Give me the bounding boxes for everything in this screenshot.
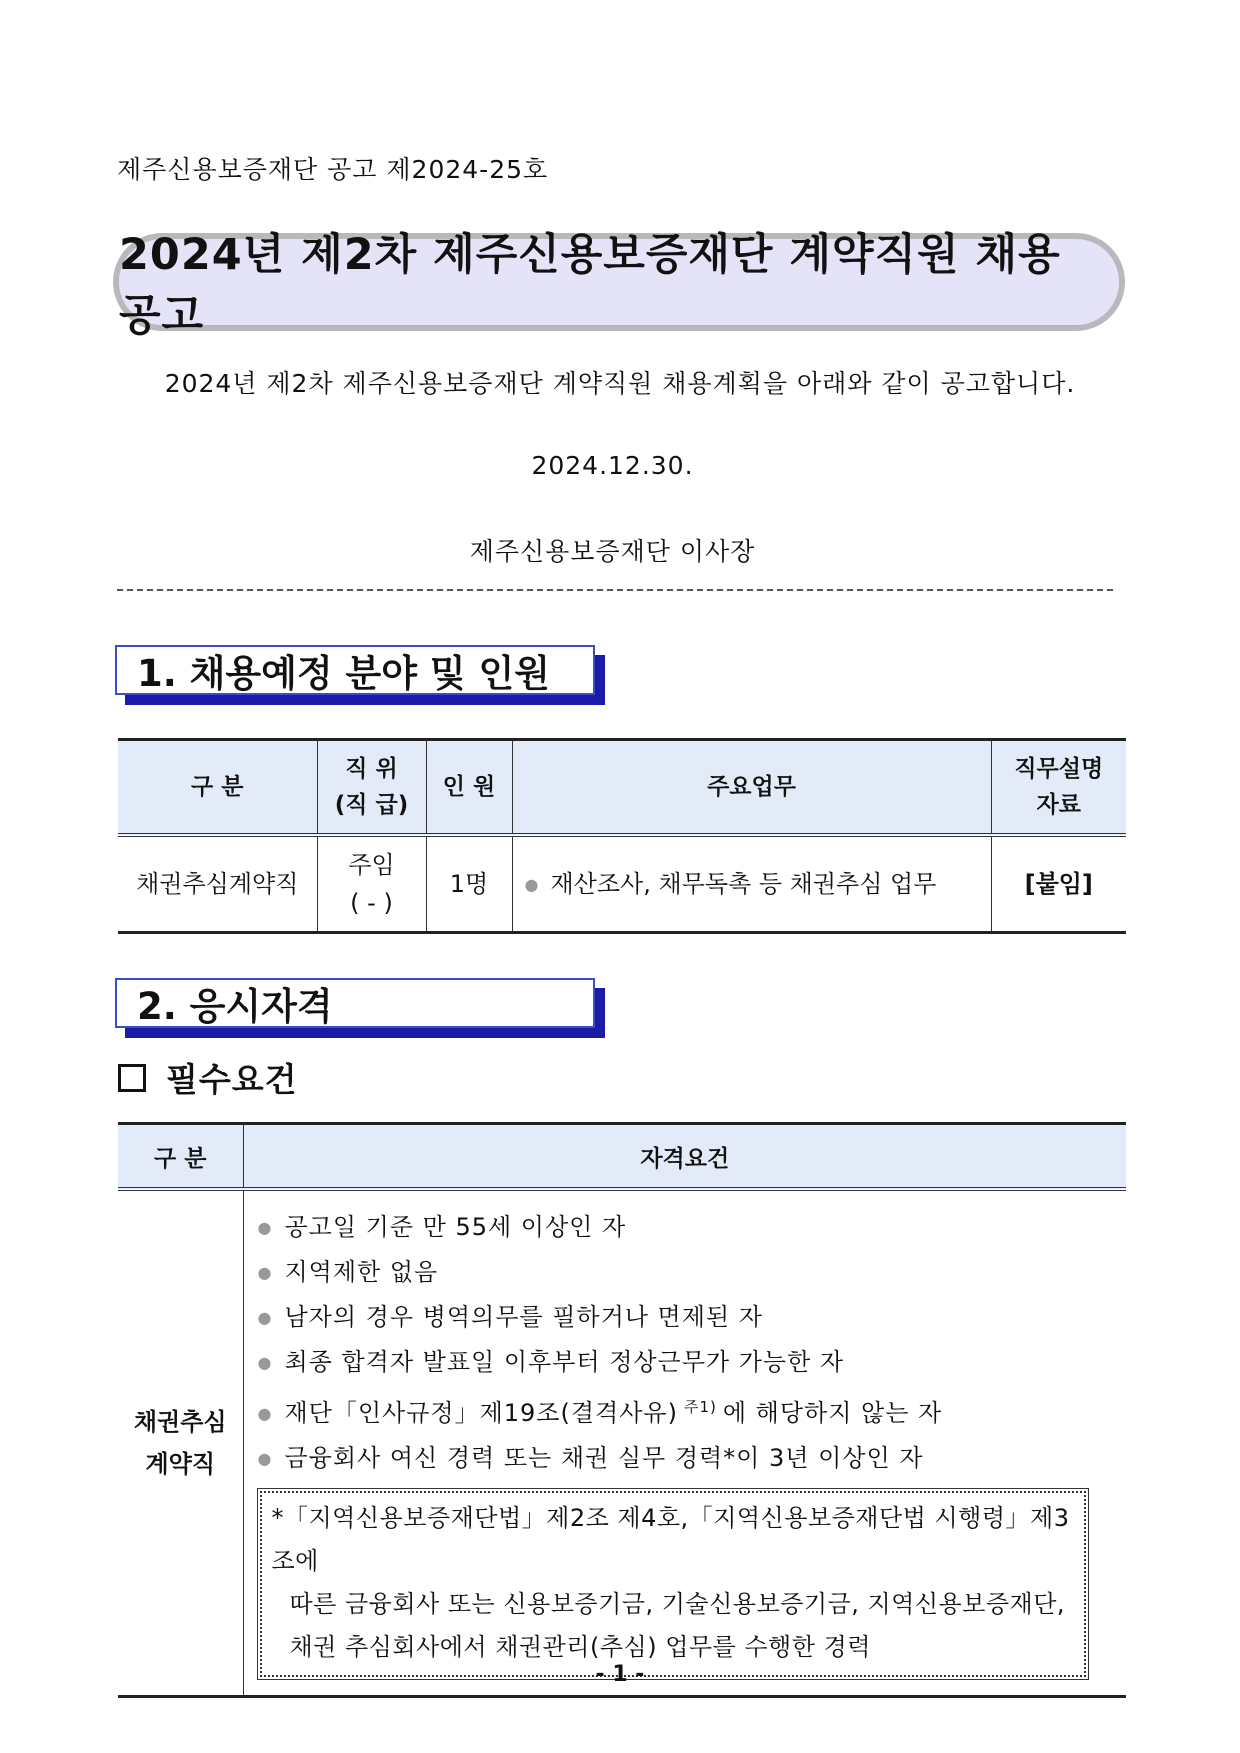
page-title: 2024년 제2차 제주신용보증재단 계약직원 채용 공고 (119, 230, 1061, 341)
cell-position (317, 835, 426, 933)
cell-duties (512, 835, 991, 933)
cell-position-line1: 주임 (348, 851, 395, 879)
cell-count: 1명 (426, 835, 512, 933)
requirement-text: 공고일 기준 만 55세 이상인 자 (284, 1213, 627, 1241)
requirement-text: 재단「인사규정」제19조(결격사유) (284, 1399, 678, 1427)
cell-material: [붙임] (991, 835, 1126, 933)
cell-position-line2: ( - ) (350, 889, 393, 917)
list-item (258, 1436, 1127, 1481)
intro-text: 2024년 제2차 제주신용보증재단 계약직원 채용계획을 아래와 같이 공고합니다. (164, 369, 1076, 398)
section-heading-text: 1. 채용예정 분야 및 인원 (137, 652, 551, 695)
footnote-line: 따른 금융회사 또는 신용보증기금, 기술신용보증기금, 지역신용보증재단, (289, 1590, 1066, 1618)
requirements-table (118, 1122, 1126, 1698)
issuer: 제주신용보증재단 이사장 (469, 537, 756, 566)
header-material (991, 740, 1126, 836)
cell-category (118, 1189, 243, 1697)
footnote-box (260, 1491, 1086, 1677)
requirements-list (258, 1205, 1127, 1481)
requirement-text: 남자의 경우 병역의무를 필하거나 면제된 자 (284, 1303, 763, 1331)
header-requirements: 자격요건 (243, 1124, 1126, 1190)
list-item (258, 1385, 1127, 1436)
announcement-date: 2024.12.30. (531, 451, 694, 480)
page-number: - 1 - (595, 1662, 645, 1687)
footnote-marker: 주1) (683, 1398, 717, 1416)
table-row (118, 835, 1126, 933)
header-count: 인 원 (426, 740, 512, 836)
category-line2: 계약직 (145, 1450, 216, 1478)
category-line1: 채권추심 (133, 1408, 227, 1436)
table-row (118, 1189, 1126, 1697)
header-position (317, 740, 426, 836)
bullet-icon: ● (257, 1218, 273, 1237)
header-position-line1: 직 위 (345, 756, 398, 782)
subheading-text: 필수요건 (166, 1060, 298, 1099)
checkbox-square-icon (118, 1064, 146, 1092)
header-material-line1: 직무설명 (1014, 756, 1104, 782)
section-heading-qualifications (115, 978, 595, 1028)
header-category: 구 분 (118, 1124, 243, 1190)
divider (117, 589, 1113, 591)
header-category: 구 분 (118, 740, 317, 836)
bullet-icon: ● (257, 1404, 273, 1423)
title-banner (113, 230, 1125, 341)
subheading-required (118, 1054, 298, 1101)
bullet-icon: ● (524, 874, 539, 894)
bullet-icon: ● (257, 1449, 273, 1468)
list-item (258, 1340, 1127, 1385)
section-heading-positions (115, 645, 595, 695)
section-heading-text: 2. 응시자격 (137, 985, 333, 1028)
cell-category: 채권추심계약직 (118, 835, 317, 933)
requirement-text: 금융회사 여신 경력 또는 채권 실무 경력*이 3년 이상인 자 (284, 1444, 924, 1472)
header-duties: 주요업무 (512, 740, 991, 836)
bullet-icon: ● (257, 1263, 273, 1282)
header-material-line2: 자료 (1036, 792, 1081, 818)
list-item (258, 1205, 1127, 1250)
table-header-row (118, 1124, 1126, 1190)
list-item (258, 1295, 1127, 1340)
cell-requirements (243, 1189, 1126, 1697)
positions-table (118, 738, 1126, 934)
table-header-row (118, 740, 1126, 836)
bullet-icon: ● (257, 1308, 273, 1327)
bullet-icon: ● (257, 1353, 273, 1372)
header-position-line2: (직 급) (334, 792, 409, 818)
footnote-line: 채권 추심회사에서 채권관리(추심) 업무를 수행한 경력 (289, 1633, 871, 1661)
requirement-text: 에 해당하지 않는 자 (722, 1399, 943, 1427)
requirement-text: 최종 합격자 발표일 이후부터 정상근무가 가능한 자 (284, 1348, 845, 1376)
list-item (258, 1250, 1127, 1295)
notice-number: 제주신용보증재단 공고 제2024-25호 (117, 155, 549, 184)
requirement-text: 지역제한 없음 (284, 1258, 439, 1286)
footnote-line: *「지역신용보증재단법」제2조 제4호,「지역신용보증재단법 시행령」제3조에 (271, 1504, 1070, 1575)
duties-text: 재산조사, 채무독촉 등 채권추심 업무 (550, 869, 937, 898)
